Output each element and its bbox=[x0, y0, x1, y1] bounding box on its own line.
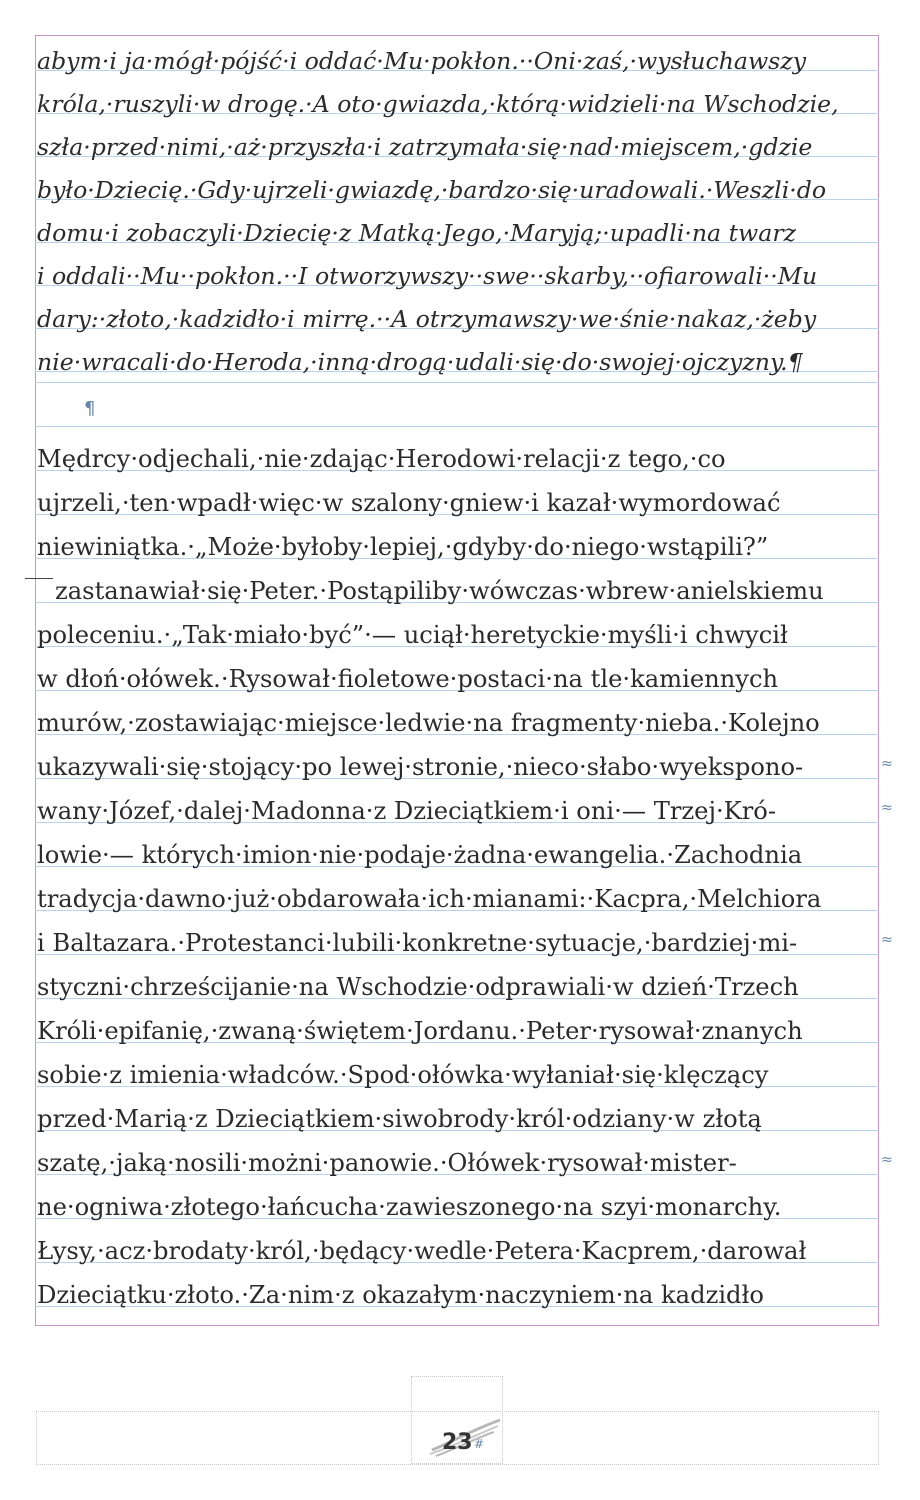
quote-line: abym·i ja·mógł·pójść·i oddać·Mu·pokłon.··Oni·zaś,·wysłuchawszy bbox=[37, 47, 807, 75]
quote-line: i oddali··Mu··pokłon.··I otworzywszy··swe··skarby,··ofiarowali··Mu bbox=[37, 262, 818, 290]
quote-line: domu·i zobaczyli·Dziecię·z Matką·Jego,·Maryją;·upadli·na twarz bbox=[37, 219, 797, 247]
body-line: poleceniu.·„Tak·miało·być”·— uciął·heretyckie·myśli·i chwycił bbox=[37, 621, 788, 649]
quote-line: było·Dziecię.·Gdy·ujrzeli·gwiazdę,·bardzo·się·uradowali.·Weszli·do bbox=[37, 176, 827, 204]
body-line: niewiniątka.·„Może·byłoby·lepiej,·gdyby·do·niego·wstąpili?” bbox=[37, 533, 769, 561]
hyphen-mark-icon: ≈ bbox=[881, 800, 893, 816]
body-line: ujrzeli,·ten·wpadł·więc·w szalony·gniew·i kazał·wymordować bbox=[37, 489, 781, 517]
body-line: styczni·chrześcijanie·na Wschodzie·odprawiali·w dzień·Trzech bbox=[37, 973, 799, 1001]
body-line: Dzieciątku·złoto.·Za·nim·z okazałym·naczyniem·na kadzidło bbox=[37, 1281, 764, 1309]
page-number: 23 bbox=[442, 1430, 473, 1455]
quote-line: nie·wracali·do·Heroda,·inną·drogą·udali·się·do·swojej·ojczyzny.¶ bbox=[37, 348, 803, 376]
quote-line: szła·przed·nimi,·aż·przyszła·i zatrzymała·się·nad·miejscem,·gdzie bbox=[37, 133, 813, 161]
body-line: przed·Marią·z Dzieciątkiem·siwobrody·król·odziany·w złotą bbox=[37, 1105, 762, 1133]
body-line: ne·ogniwa·złotego·łańcucha·zawieszonego·na szyi·monarchy. bbox=[37, 1193, 782, 1221]
empty-paragraph-mark: ¶ bbox=[84, 398, 96, 419]
baseline-rule bbox=[35, 382, 879, 383]
body-line: i Baltazara.·Protestanci·lubili·konkretne·sytuacje,·bardziej·mi- bbox=[37, 929, 798, 957]
quote-line: króla,·ruszyli·w drogę.·A oto·gwiazda,·którą·widzieli·na Wschodzie, bbox=[37, 90, 839, 118]
body-line: sobie·z imienia·władców.·Spod·ołówka·wyłaniał·się·klęczący bbox=[37, 1061, 769, 1089]
em-dash-overhang bbox=[25, 578, 53, 579]
hyphen-mark-icon: ≈ bbox=[881, 1152, 893, 1168]
body-line: w dłoń·ołówek.·Rysował·fioletowe·postaci·na tle·kamiennych bbox=[37, 665, 779, 693]
body-line: tradycja·dawno·już·obdarowała·ich·mianami:·Kacpra,·Melchiora bbox=[37, 885, 822, 913]
body-line: murów,·zostawiając·miejsce·ledwie·na fragmenty·nieba.·Kolejno bbox=[37, 709, 820, 737]
body-line: Mędrcy·odjechali,·nie·zdając·Herodowi·relacji·z tego,·co bbox=[37, 445, 726, 473]
baseline-rule bbox=[35, 426, 879, 427]
body-line: ukazywali·się·stojący·po lewej·stronie,·nieco·słabo·wyekspono- bbox=[37, 753, 804, 781]
body-line: zastanawiał·się·Peter.·Postąpiliby·wówczas·wbrew·anielskiemu bbox=[55, 577, 824, 605]
body-line: szatę,·jaką·nosili·możni·panowie.·Ołówek·rysował·mister- bbox=[37, 1149, 737, 1177]
body-line: lowie·— których·imion·nie·podaje·żadna·ewangelia.·Zachodnia bbox=[37, 841, 803, 869]
page-number-marker: # bbox=[474, 1437, 485, 1451]
quote-line: dary:·złoto,·kadzidło·i mirrę.··A otrzymawszy·we·śnie·nakaz,·żeby bbox=[37, 305, 817, 333]
body-line: Króli·epifanię,·zwaną·świętem·Jordanu.·Peter·rysował·znanych bbox=[37, 1017, 803, 1045]
body-line: Łysy,·acz·brodaty·król,·będący·wedle·Petera·Kacprem,·darował bbox=[37, 1237, 807, 1265]
body-line: wany·Józef,·dalej·Madonna·z Dzieciątkiem·i oni·— Trzej·Kró- bbox=[37, 797, 777, 825]
hyphen-mark-icon: ≈ bbox=[881, 932, 893, 948]
hyphen-mark-icon: ≈ bbox=[881, 756, 893, 772]
